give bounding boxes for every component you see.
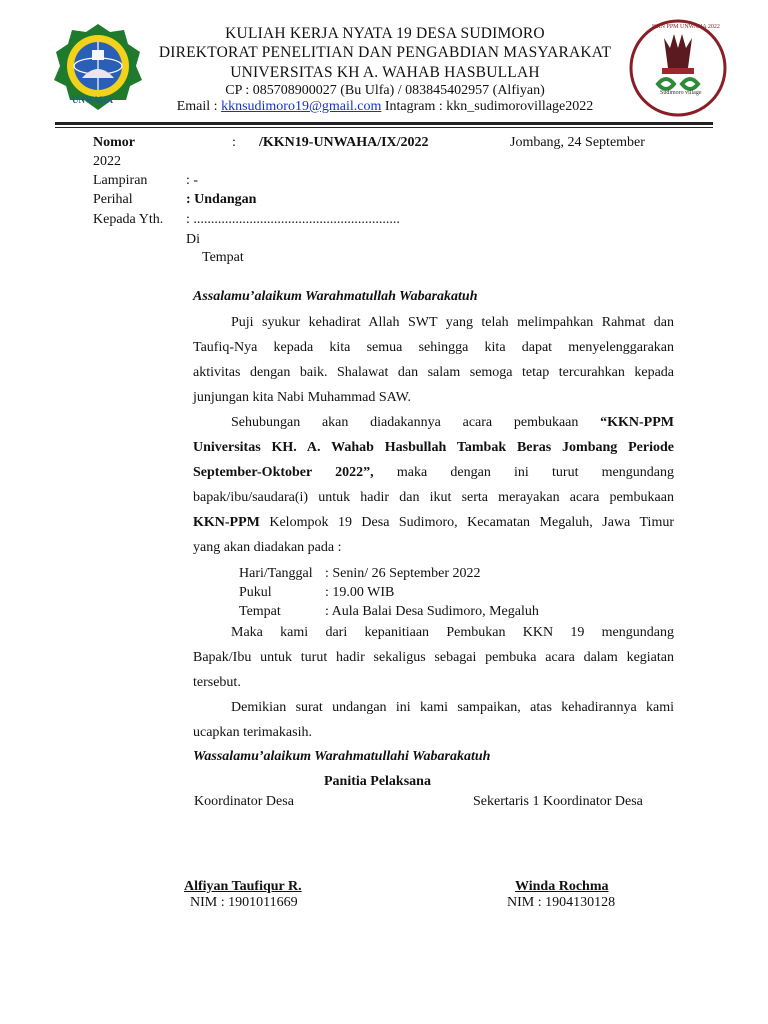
detail-label-time: Pukul (239, 585, 272, 600)
p2-text: maka dengan ini turut mengundang (373, 465, 674, 480)
nomor-label: Nomor (93, 135, 135, 150)
p3-line: Maka kami dari kepanitiaan Pembukan KKN 19 mengundang (231, 625, 674, 640)
lampiran-label: Lampiran (93, 173, 148, 188)
p2-bold: September-Oktober 2022”, (193, 465, 374, 480)
left-signer-name: Alfiyan Taufiqur R. (184, 879, 302, 894)
letterhead-line2: DIREKTORAT PENELITIAN DAN PENGABDIAN MASYARAKAT (158, 44, 612, 61)
paragraph-1 (193, 310, 674, 410)
p2-line: Universitas KH. A. Wahab Hasbullah Tambak Beras Jombang Periode (193, 440, 674, 455)
left-signer-role: Koordinator Desa (194, 794, 294, 809)
p1-line: junjungan kita Nabi Muhammad SAW. (193, 390, 412, 405)
committee-title: Panitia Pelaksana (324, 774, 431, 789)
perihal-label: Perihal (93, 192, 133, 207)
left-signer-nim: NIM : 1901011669 (190, 895, 298, 910)
letterhead-line3: UNIVERSITAS KH A. WAHAB HASBULLAH (230, 64, 540, 81)
detail-value-place: : Aula Balai Desa Sudimoro, Megaluh (325, 604, 539, 619)
kkn-logo (628, 18, 728, 118)
detail-value-date: : Senin/ 26 September 2022 (325, 566, 481, 581)
p3-line: tersebut. (193, 675, 241, 690)
p2-line (193, 510, 674, 535)
closing-greeting: Wassalamu’alaikum Warahmatullahi Wabarakatuh (193, 749, 491, 764)
nomor-value: /KKN19-UNWAHA/IX/2022 (259, 135, 429, 150)
p1-line: Taufiq-Nya kepada kita semua sehingga kita dapat menyelenggarakan (193, 340, 674, 355)
paragraph-4 (193, 695, 674, 745)
date-line1: Jombang, 24 September (510, 135, 645, 150)
p1-line: Puji syukur kehadirat Allah SWT yang telah melimpahkan Rahmat dan (231, 315, 674, 330)
p2-line: yang akan diadakan pada : (193, 540, 342, 555)
p3-line: Bapak/Ibu untuk turut hadir sekaligus sebagai pembuka acara dalam kegiatan (193, 650, 674, 665)
right-signer-role: Sekertaris 1 Koordinator Desa (473, 794, 643, 809)
kkn-logo-subcaption: Sudimoro village (660, 90, 702, 96)
instagram-text: Intagram : kkn_sudimorovillage2022 (381, 99, 594, 114)
email-link[interactable]: kknsudimoro19@gmail.com (221, 99, 382, 114)
p2-line (193, 460, 674, 485)
email-label: Email : (176, 99, 222, 114)
p4-line: Demikian surat undangan ini kami sampaikan, atas kehadirannya kami (231, 700, 674, 715)
detail-label-date: Hari/Tanggal (239, 566, 313, 581)
lampiran-value: : - (186, 173, 199, 188)
kkn-logo-caption: KKN PPM UNWAHA 2022 (652, 24, 720, 30)
p2-bold: “KKN-PPM (600, 415, 674, 430)
date-line2: 2022 (93, 154, 121, 169)
email-instagram-line (150, 99, 620, 115)
p4-line: ucapkan terimakasih. (193, 725, 312, 740)
contact-line: CP : 085708900027 (Bu Ulfa) / 083845402957 (Alfiyan) (225, 83, 545, 98)
kepada-label: Kepada Yth. (93, 212, 164, 227)
p2-line (193, 410, 674, 435)
tempat-text: Tempat (202, 250, 244, 265)
detail-value-time: : 19.00 WIB (325, 585, 395, 600)
p2-text: Sehubungan akan diadakannya acara pembukaan (231, 415, 601, 430)
paragraph-2 (193, 410, 674, 560)
perihal-value: : Undangan (186, 192, 257, 207)
kepada-value: : ........................................................... (186, 212, 400, 227)
letterhead-line1: KULIAH KERJA NYATA 19 DESA SUDIMORO (225, 25, 545, 42)
p2-text: Kelompok 19 Desa Sudimoro, Kecamatan Megaluh, Jawa Timur (259, 515, 674, 530)
greeting: Assalamu’alaikum Warahmatullah Wabarakatuh (193, 289, 478, 304)
university-logo-text: UNWAHA (72, 95, 114, 105)
right-signer-nim: NIM : 1904130128 (507, 895, 616, 910)
right-signer-name: Winda Rochma (515, 879, 609, 894)
header-rule-thin (55, 127, 713, 128)
p2-line: bapak/ibu/saudara(i) untuk hadir dan ikut serta merayakan acara pembukaan (193, 490, 674, 505)
detail-label-place: Tempat (239, 604, 281, 619)
nomor-colon: : (232, 135, 236, 150)
p2-bold: KKN-PPM (193, 515, 260, 530)
p1-line: aktivitas dengan baik. Shalawat dan salam semoga tetap tercurahkan kepada (193, 365, 674, 380)
di-text: Di (186, 232, 200, 247)
header-rule-thick (55, 122, 713, 125)
paragraph-3 (193, 620, 674, 695)
